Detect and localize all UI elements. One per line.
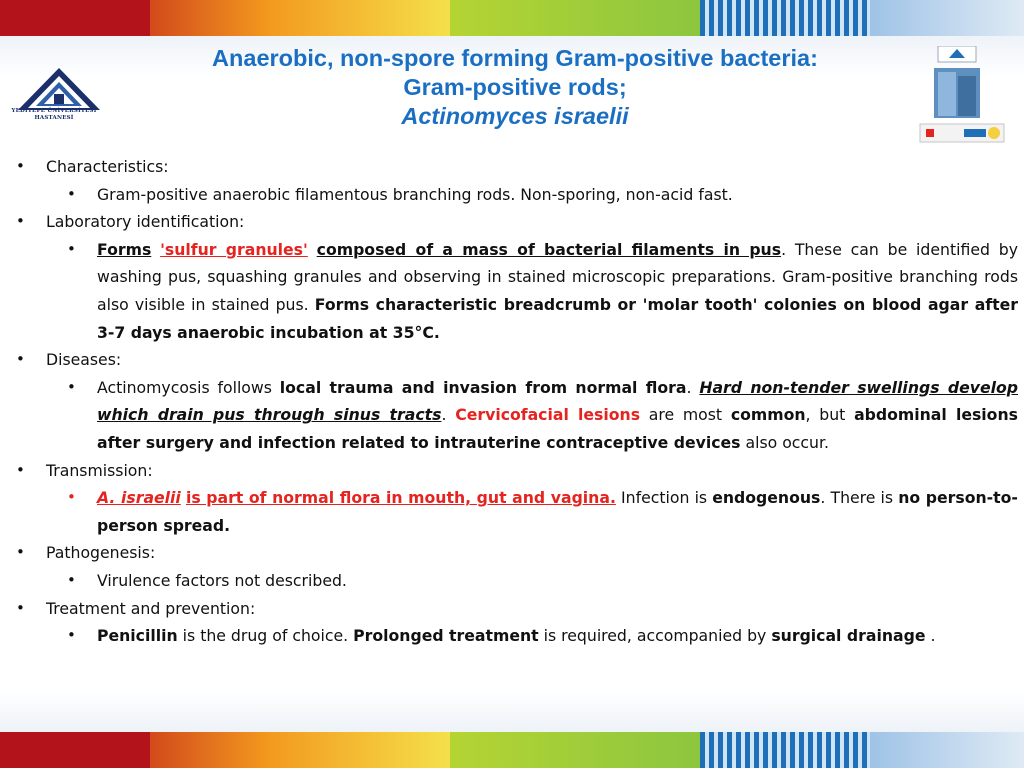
heading-lab-identification: Laboratory identification: [46,212,245,232]
heading-treatment: Treatment and prevention: [46,598,256,618]
bullet-treatment [14,595,1018,623]
bullet-transmission [14,457,1018,485]
sub-bullet-treatment [64,622,1018,650]
bullet-dot-icon: • [67,570,76,589]
bullet-lab-identification [14,208,1018,236]
transmission-endogenous: endogenous [712,488,821,508]
lab-text: . These can be identified by washing pus, squashing granules and observing in stained microscopic preparations. Gram-positive branching rods also visible in stained pus. [97,239,1018,314]
slide-title [120,44,910,131]
diseases-text-1: Actinomycosis follows [97,377,272,397]
sub-bullet-pathogenesis [64,567,1018,595]
bullet-dot-icon: • [67,377,76,396]
bullet-dot-icon: • [67,184,76,203]
diseases-text-4: are most [648,405,723,425]
diseases-text-5: , but [805,405,846,425]
sub-bullet-transmission [64,484,1018,539]
bullet-dot-icon: • [16,543,25,562]
lab-colonies: Forms characteristic breadcrumb or 'molar tooth' colonies on blood agar after 3-7 days anaerobic incubation at 35°C. [97,294,1018,342]
sub-bullet-characteristics [64,181,1018,209]
transmission-species: A. israelii [97,488,181,508]
treatment-prolonged: Prolonged treatment [353,626,539,646]
bottom-decorative-band [0,732,1024,768]
heading-pathogenesis: Pathogenesis: [46,543,156,563]
hospital-building-logo [916,46,1008,146]
bullet-dot-icon: • [67,239,76,258]
sub-bullet-diseases [64,374,1018,457]
diseases-local-trauma: local trauma and invasion from normal flora [279,377,687,397]
lab-composed: composed of a mass of bacterial filaments in pus [316,239,782,259]
bullet-dot-icon: • [16,598,25,617]
diseases-swellings: Hard non-tender swellings develop which drain pus through sinus tracts [97,377,1018,425]
title-line-1: Anaerobic, non-spore forming Gram-positive bacteria: [212,45,818,71]
heading-characteristics: Characteristics: [46,157,169,176]
treatment-text-1: is the drug of choice. [182,626,349,646]
lab-forms: Forms [97,239,152,259]
diseases-abdominal: abdominal lesions after surgery and infection related to intrauterine contraceptive devices [97,405,1018,452]
bullet-dot-icon: • [16,212,25,231]
lab-sulfur-granules: 'sulfur granules' [160,239,308,259]
treatment-text-3: . [930,626,936,646]
treatment-text-2: is required, accompanied by [543,626,767,646]
diseases-text-6: also occur. [745,432,829,452]
diseases-common: common [730,405,806,425]
pathogenesis-text: Virulence factors not described. [97,570,347,590]
diseases-cervicofacial: Cervicofacial lesions [455,405,641,425]
bullet-dot-icon: • [16,460,25,479]
transmission-no-spread: no person-to-person spread. [97,488,1018,535]
characteristics-text: Gram-positive anaerobic filamentous branching rods. Non-sporing, non-acid fast. [97,184,733,204]
treatment-penicillin: Penicillin [97,626,178,646]
heading-transmission: Transmission: [46,460,153,480]
bullet-dot-icon: • [67,488,76,507]
transmission-normal-flora: is part of normal flora in mouth, gut and vagina. [185,488,616,508]
treatment-surgical-drainage: surgical drainage [771,626,926,646]
bullet-pathogenesis [14,539,1018,567]
heading-diseases: Diseases: [46,350,122,370]
bullet-dot-icon: • [67,626,76,645]
transmission-text-1: Infection is [621,488,708,508]
title-organism-name: Actinomyces israelii [401,103,629,129]
diseases-text-3: . [441,405,447,425]
title-line-2: Gram-positive rods; [403,74,627,100]
bullet-diseases [14,346,1018,374]
diseases-text-2: . [686,377,692,397]
transmission-text-2: . There is [820,488,894,508]
bullet-dot-icon: • [16,350,25,369]
top-decorative-band [0,0,1024,36]
bullet-characteristics [14,153,1018,181]
bullet-dot-icon: • [16,157,25,175]
left-logo-text: YEDITEPE ÜNİVERSİTESİ HASTANESİ [11,108,97,121]
slide-content [14,153,1018,650]
sub-bullet-lab-identification [64,236,1018,346]
